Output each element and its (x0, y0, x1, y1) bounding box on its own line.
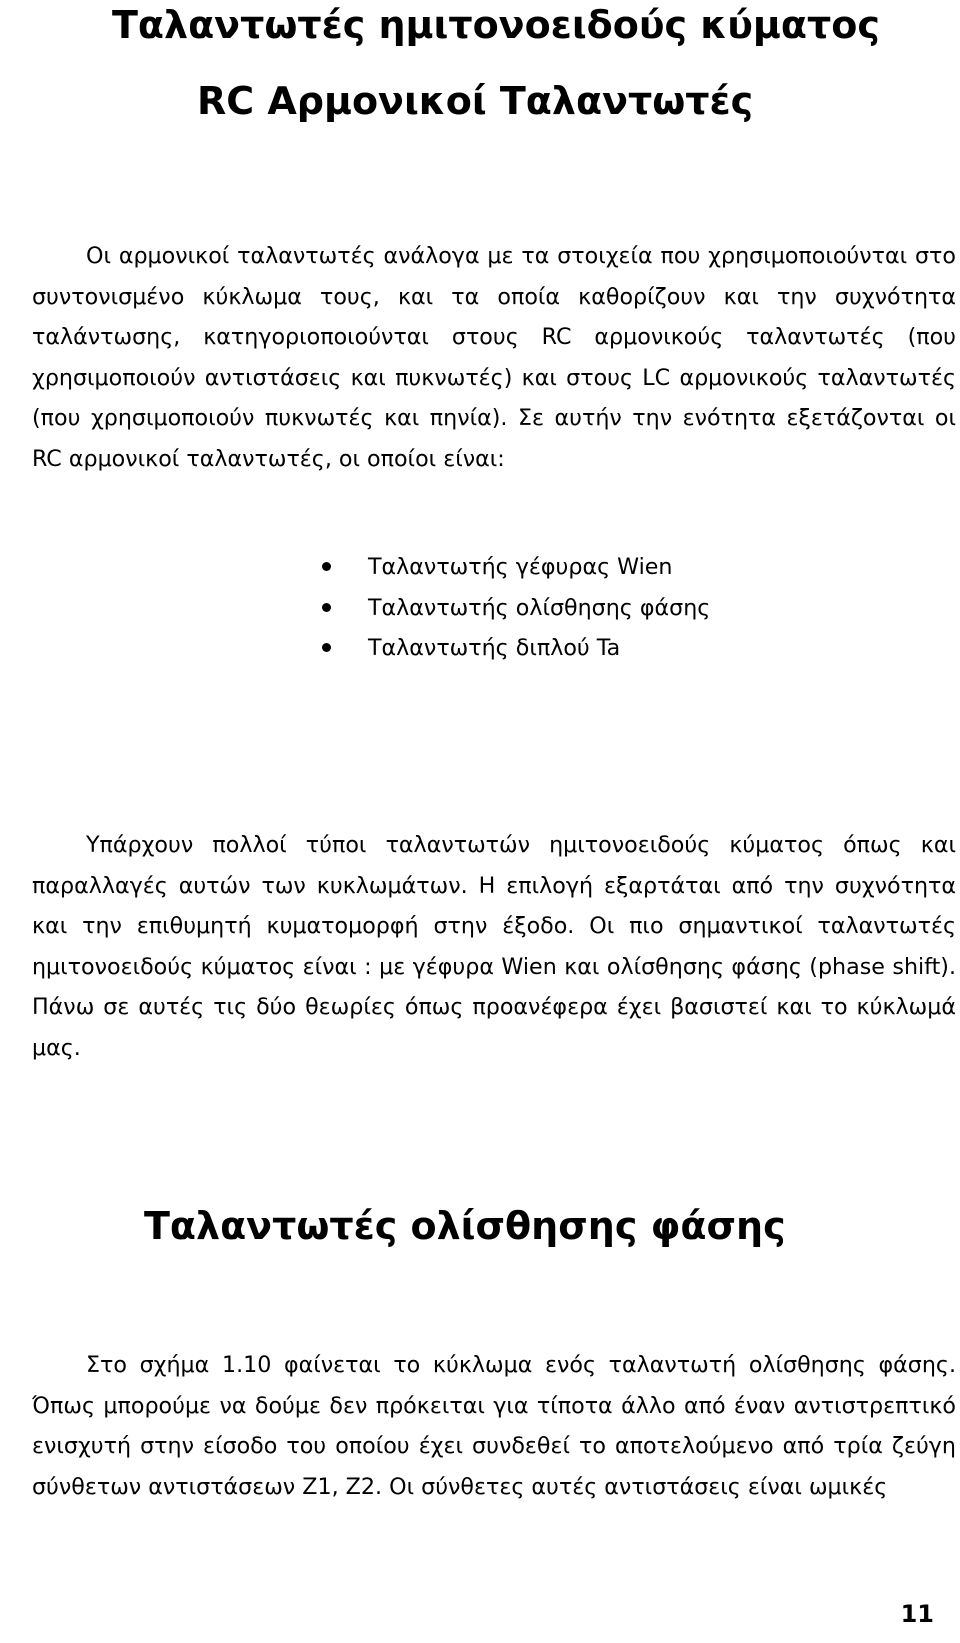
phase-shift-paragraph-text: Στο σχήμα 1.10 φαίνεται το κύκλωμα ενός ταλαντωτή ολίσθησης φάσης. Όπως μπορούμε να δούμε δεν πρόκειται για τίποτα άλλο από έναν αντιστρεπτικό ενισχυτή στην είσοδο του οποίου έχει συνδεθεί το αποτελούμενο από τρία ζεύγη σύνθετων αντιστάσεων Z1, Z2. Οι σύνθετες αυτές αντιστάσεις είναι ωμικές (32, 1352, 956, 1500)
bullet-icon (322, 643, 331, 652)
page-number: 11 (900, 1600, 934, 1628)
phase-shift-paragraph (32, 1345, 956, 1507)
bullet-icon (322, 562, 331, 571)
types-paragraph (32, 825, 956, 1068)
intro-paragraph (32, 236, 956, 479)
list-item-text: Ταλαντωτής ολίσθησης φάσης (368, 594, 711, 621)
types-paragraph-text: Υπάρχουν πολλοί τύποι ταλαντωτών ημιτονοειδούς κύματος όπως και παραλλαγές αυτών των κυκλωμάτων. Η επιλογή εξαρτάται από την συχνότητα και την επιθυμητή κυματομορφή στην έξοδο. Οι πιο σημαντικοί ταλαντωτές ημιτονοειδούς κύματος είναι : με γέφυρα Wien και ολίσθησης φάσης (phase shift). Πάνω σε αυτές τις δύο θεωρίες όπως προανέφερα έχει βασιστεί και το κύκλωμά μας. (32, 832, 956, 1061)
list-item-text: Ταλαντωτής διπλού Ta (368, 635, 621, 661)
list-item (322, 547, 710, 588)
document-title: Ταλαντωτές ημιτονοειδούς κύματος (112, 3, 880, 47)
section-heading: Ταλαντωτές ολίσθησης φάσης (144, 1204, 786, 1248)
intro-paragraph-text: Οι αρμονικοί ταλαντωτές ανάλογα με τα στοιχεία που χρησιμοποιούνται στο συντονισμένο κύκλωμα τους, και τα οποία καθορίζουν και την συχνότητα ταλάντωσης, κατηγοριοποιούνται στους RC αρμονικούς ταλαντωτές (που χρησιμοποιούν αντιστάσεις και πυκνωτές) και στους LC αρμονικούς ταλαντωτές (που χρησιμοποιούν πυκνωτές και πηνία). Σε αυτήν την ενότητα εξετάζονται οι RC αρμονικοί ταλαντωτές, οι οποίοι είναι: (32, 243, 956, 472)
list-item-text: Ταλαντωτής γέφυρας Wien (368, 554, 673, 580)
bullet-icon (322, 603, 331, 612)
list-item (322, 588, 710, 629)
document-subtitle: RC Αρμονικοί Ταλαντωτές (197, 79, 754, 123)
list-item (322, 628, 710, 669)
oscillator-list (322, 547, 710, 669)
